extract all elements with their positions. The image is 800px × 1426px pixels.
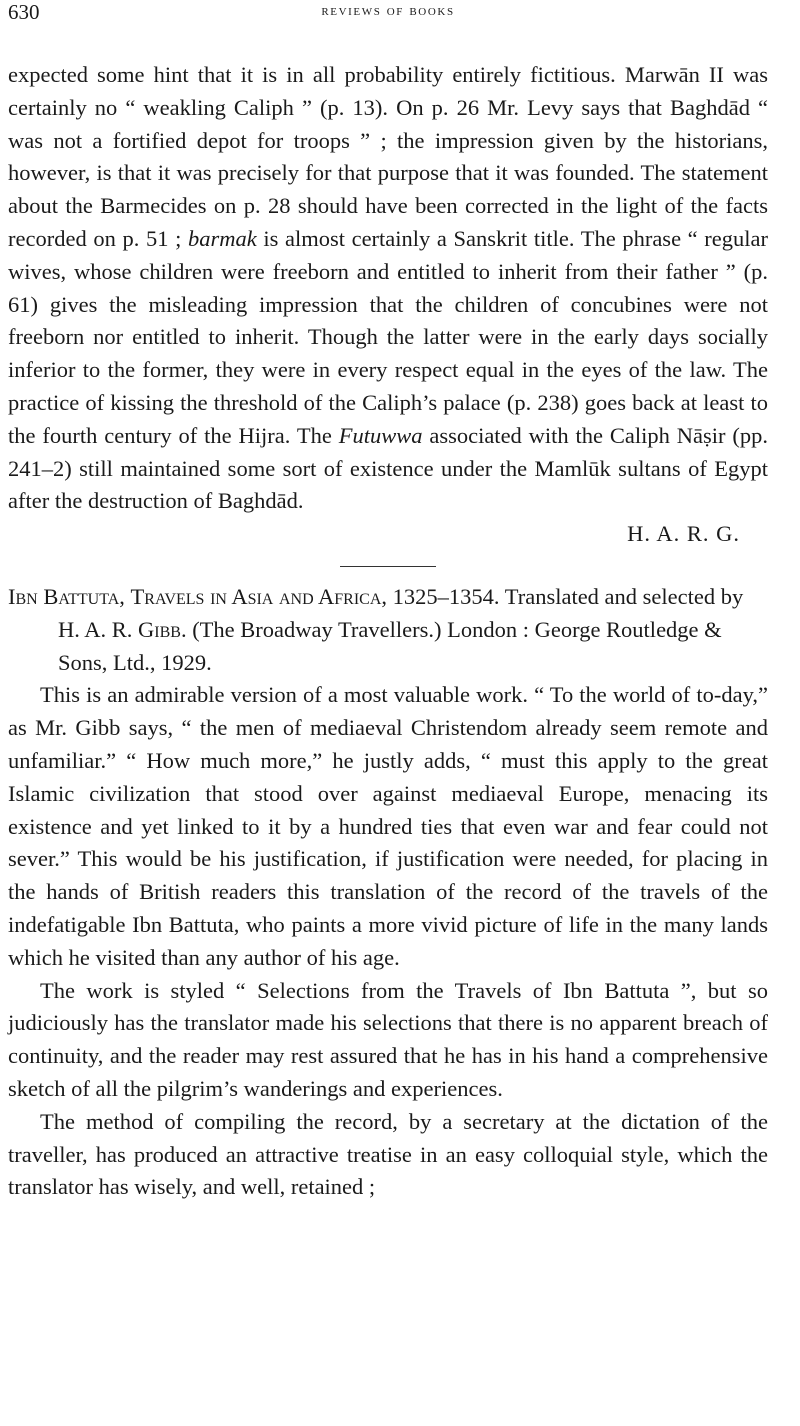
citation-translator: Gibb [138,616,181,642]
review-two-paragraph-3: The method of compiling the record, by a secretary at the dictation of the traveller, has produced an attractive treatise in an easy colloquial style, which the translator has wisely, and well, retained ; [8,1108,768,1200]
review-one-paragraph [8,59,768,518]
section-divider [340,566,436,567]
review-one-text-part-2: is almost certainly a Sanskrit title. The phrase “ regular wives, whose children were freeborn and entitled to inherit from their father ” (p. 61) gives the misleading impression that the children of concubines were not freeborn nor entitled to inherit. Though the latter were in the early days socially inferior to the former, they were in every respect equal in the eyes of the law. The practice of kissing the threshold of the Caliph’s palace (p. 238) goes back at least to the fourth century of the Hijra. The [8,225,768,448]
citation-title: Travels in Asia and Africa [130,583,382,609]
running-head [8,0,768,32]
book-page [8,0,768,1204]
citation-publisher: . (The Broadway Travellers.) London : George Routledge & Sons, Ltd., 1929. [58,616,722,675]
citation-author: Ibn Battuta [8,583,120,609]
review-two-paragraph-2: The work is styled “ Selections from the Travels of Ibn Battuta ”, but so judiciously has the translator made his selections that there is no apparent breach of continuity, and the reader may rest assured that he has in his hand a comprehensive sketch of all the pilgrim’s wanderings and experiences. [8,977,768,1101]
running-title: reviews of books [321,3,455,19]
citation-dates: , 1325–1354. Translated and selected by H. A. R. [58,583,744,642]
book-citation: Ibn Battuta, Travels in Asia and Africa, 1325–1354. Translated and selected by H. A. R. Gibb. (The Broadway Travellers.) London : George Routledge & Sons, Ltd., 1929. [8,583,744,675]
reviewer-signature: H. A. R. G. [627,521,740,547]
italic-term-futuwwa: Futuwwa [338,422,423,448]
review-two-paragraph-1: This is an admirable version of a most valuable work. “ To the world of to-day,” as Mr. Gibb says, “ the men of mediaeval Christendom already seem remote and unfamiliar.” “ How much more,” he justly adds, “ must this apply to the great Islamic civilization that stood over against mediaeval Europe, menacing its existence and yet linked to it by a hundred ties that even war and fear could not sever.” This would be his justification, if justification were needed, for placing in the hands of British readers this translation of the record of the travels of the indefatigable Ibn Battuta, who paints a more vivid picture of life in the many lands which he visited than any author of his age. [8,682,768,970]
page-number: 630 [8,0,40,24]
italic-term-barmak: barmak [187,225,257,251]
review-one-text-part-3: associated with the Caliph Nāṣir (pp. 241–2) still maintained some sort of existence under the Mamlūk sultans of Egypt after the destruction of Baghdād. [8,422,768,514]
review-one-text-part-1: expected some hint that it is in all probability entirely fictitious. Marwān II was certainly no “ weakling Caliph ” (p. 13). On p. 26 Mr. Levy says that Baghdād “ was not a fortified depot for troops ” ; the impression given by the historians, however, is that it was precisely for that purpose that it was founded. The statement about the Barmecides on p. 28 should have been corrected in the light of the facts recorded on p. 51 ; [8,62,768,251]
